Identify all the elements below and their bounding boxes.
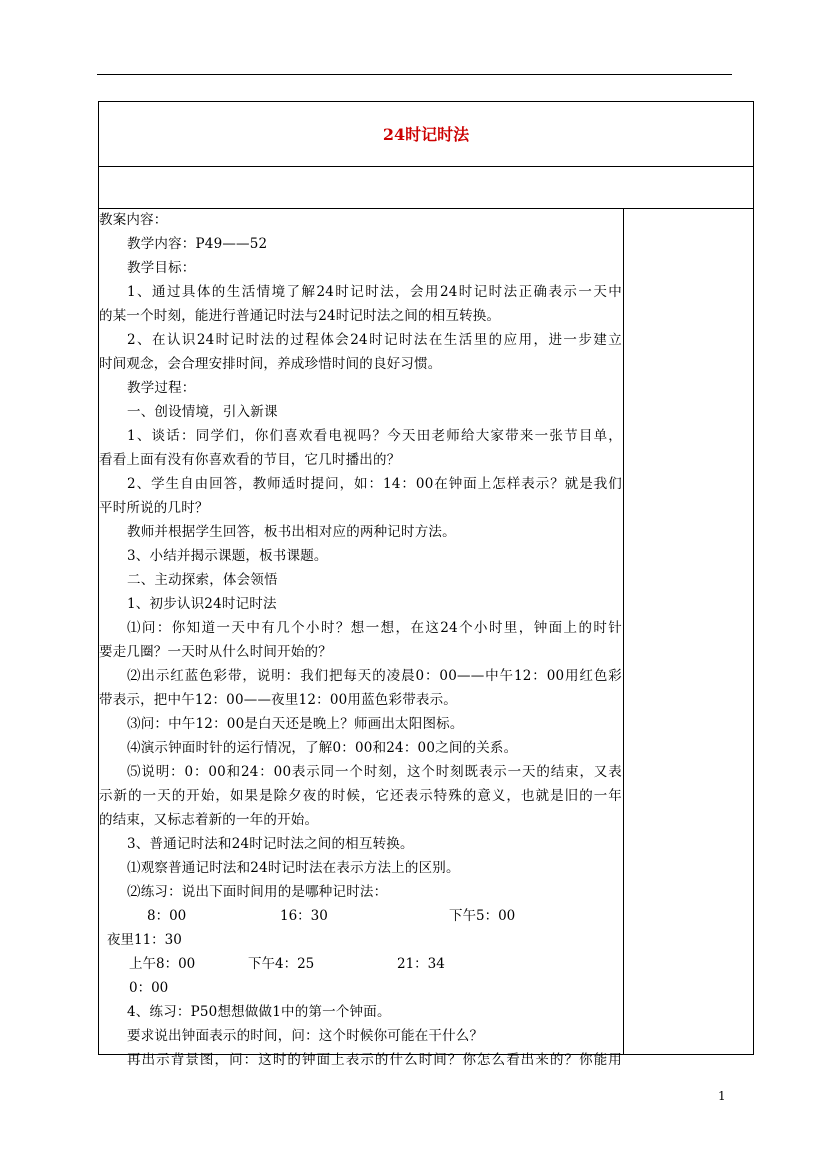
notes-cell bbox=[624, 209, 753, 1054]
text-line: 一、创设情境，引入新课 bbox=[127, 404, 278, 420]
text-line: 1、谈话：同学们，你们喜欢看电视吗？今天田老师给大家带来一张节目单， bbox=[127, 428, 622, 444]
practice-time: 夜里11：30 bbox=[107, 932, 182, 948]
text-line: 2、在认识24时记时法的过程体会24时记时法在生活里的应用，进一步建立 bbox=[127, 332, 622, 348]
text-line: 教学过程： bbox=[127, 380, 196, 396]
text-line: 时间观念，会合理安排时间，养成珍惜时间的良好习惯。 bbox=[99, 356, 442, 372]
text-line: 二、主动探索，体会领悟 bbox=[127, 572, 278, 588]
text-line: 要求说出钟面表示的时间，问：这个时候你可能在干什么？ bbox=[127, 1028, 484, 1044]
text-line: 的结束，又标志着新的一年的开始。 bbox=[99, 812, 319, 828]
text-line: ⑴问：你知道一天中有几个小时？想一想，在这24个小时里，钟面上的时针 bbox=[127, 620, 622, 636]
text-line: 平时所说的几时？ bbox=[99, 500, 209, 516]
text-line: 再出示背景图，问：这时的钟面上表示的什么时间？你怎么看出来的？你能用 bbox=[127, 1052, 622, 1068]
page-number: 1 bbox=[718, 1089, 726, 1103]
text-line: 1、通过具体的生活情境了解24时记时法，会用24时记时法正确表示一天中 bbox=[127, 284, 622, 300]
text-line: 3、小结并揭示课题，板书课题。 bbox=[127, 548, 328, 564]
text-line: 教学目标： bbox=[127, 260, 196, 276]
text-line: ⑵练习：说出下面时间用的是哪种记时法： bbox=[127, 884, 388, 900]
text-line: 要走几圈？一天时从什么时间开始的？ bbox=[99, 644, 332, 660]
lesson-content-cell bbox=[99, 209, 624, 1068]
text-line: 教师并根据学生回答，板书出相对应的两种记时方法。 bbox=[127, 524, 456, 540]
header-rule bbox=[97, 74, 732, 75]
text-line: 4、练习：P50想想做做1中的第一个钟面。 bbox=[127, 1004, 391, 1020]
empty-row bbox=[99, 167, 753, 209]
text-line: 3、普通记时法和24时记时法之间的相互转换。 bbox=[127, 836, 414, 852]
text-line: 2、学生自由回答，教师适时提问，如：14：00在钟面上怎样表示？就是我们 bbox=[127, 476, 622, 492]
practice-time: 下午4：25 bbox=[248, 956, 315, 972]
text-line: 带表示，把中午12：00——夜里12：00用蓝色彩带表示。 bbox=[99, 692, 458, 708]
practice-time: 上午8：00 bbox=[129, 956, 196, 972]
text-line: ⑵出示红蓝色彩带，说明：我们把每天的凌晨0：00——中午12：00用红色彩 bbox=[127, 668, 622, 684]
text-line: 教案内容： bbox=[99, 212, 168, 228]
text-line: 1、初步认识24时记时法 bbox=[127, 596, 277, 612]
text-line: ⑸说明：0：00和24：00表示同一个时刻，这个时刻既表示一天的结束，又表 bbox=[127, 764, 622, 780]
practice-time: 8：00 bbox=[147, 908, 187, 924]
practice-time: 0：00 bbox=[129, 980, 169, 996]
text-line: ⑷演示钟面时针的运行情况，了解0：00和24：00之间的关系。 bbox=[127, 740, 518, 756]
text-line: 示新的一天的开始，如果是除夕夜的时候，它还表示特殊的意义，也就是旧的一年 bbox=[99, 788, 622, 804]
practice-time: 21：34 bbox=[397, 956, 445, 972]
text-line: 看看上面有没有你喜欢看的节目，它几时播出的？ bbox=[99, 452, 401, 468]
text-line: 的某一个时刻，能进行普通记时法与24时记时法之间的相互转换。 bbox=[99, 308, 501, 324]
lesson-table bbox=[98, 101, 754, 1068]
title-row bbox=[99, 102, 753, 167]
practice-time: 16：30 bbox=[280, 908, 328, 924]
text-line: ⑴观察普通记时法和24时记时法在表示方法上的区别。 bbox=[127, 860, 460, 876]
practice-time: 下午5：00 bbox=[449, 908, 516, 924]
text-line: ⑶问：中午12：00是白天还是晚上？师画出太阳图标。 bbox=[127, 716, 464, 732]
text-line: 教学内容：P49——52 bbox=[127, 236, 268, 252]
document-title: 24时记时法 bbox=[382, 125, 470, 144]
